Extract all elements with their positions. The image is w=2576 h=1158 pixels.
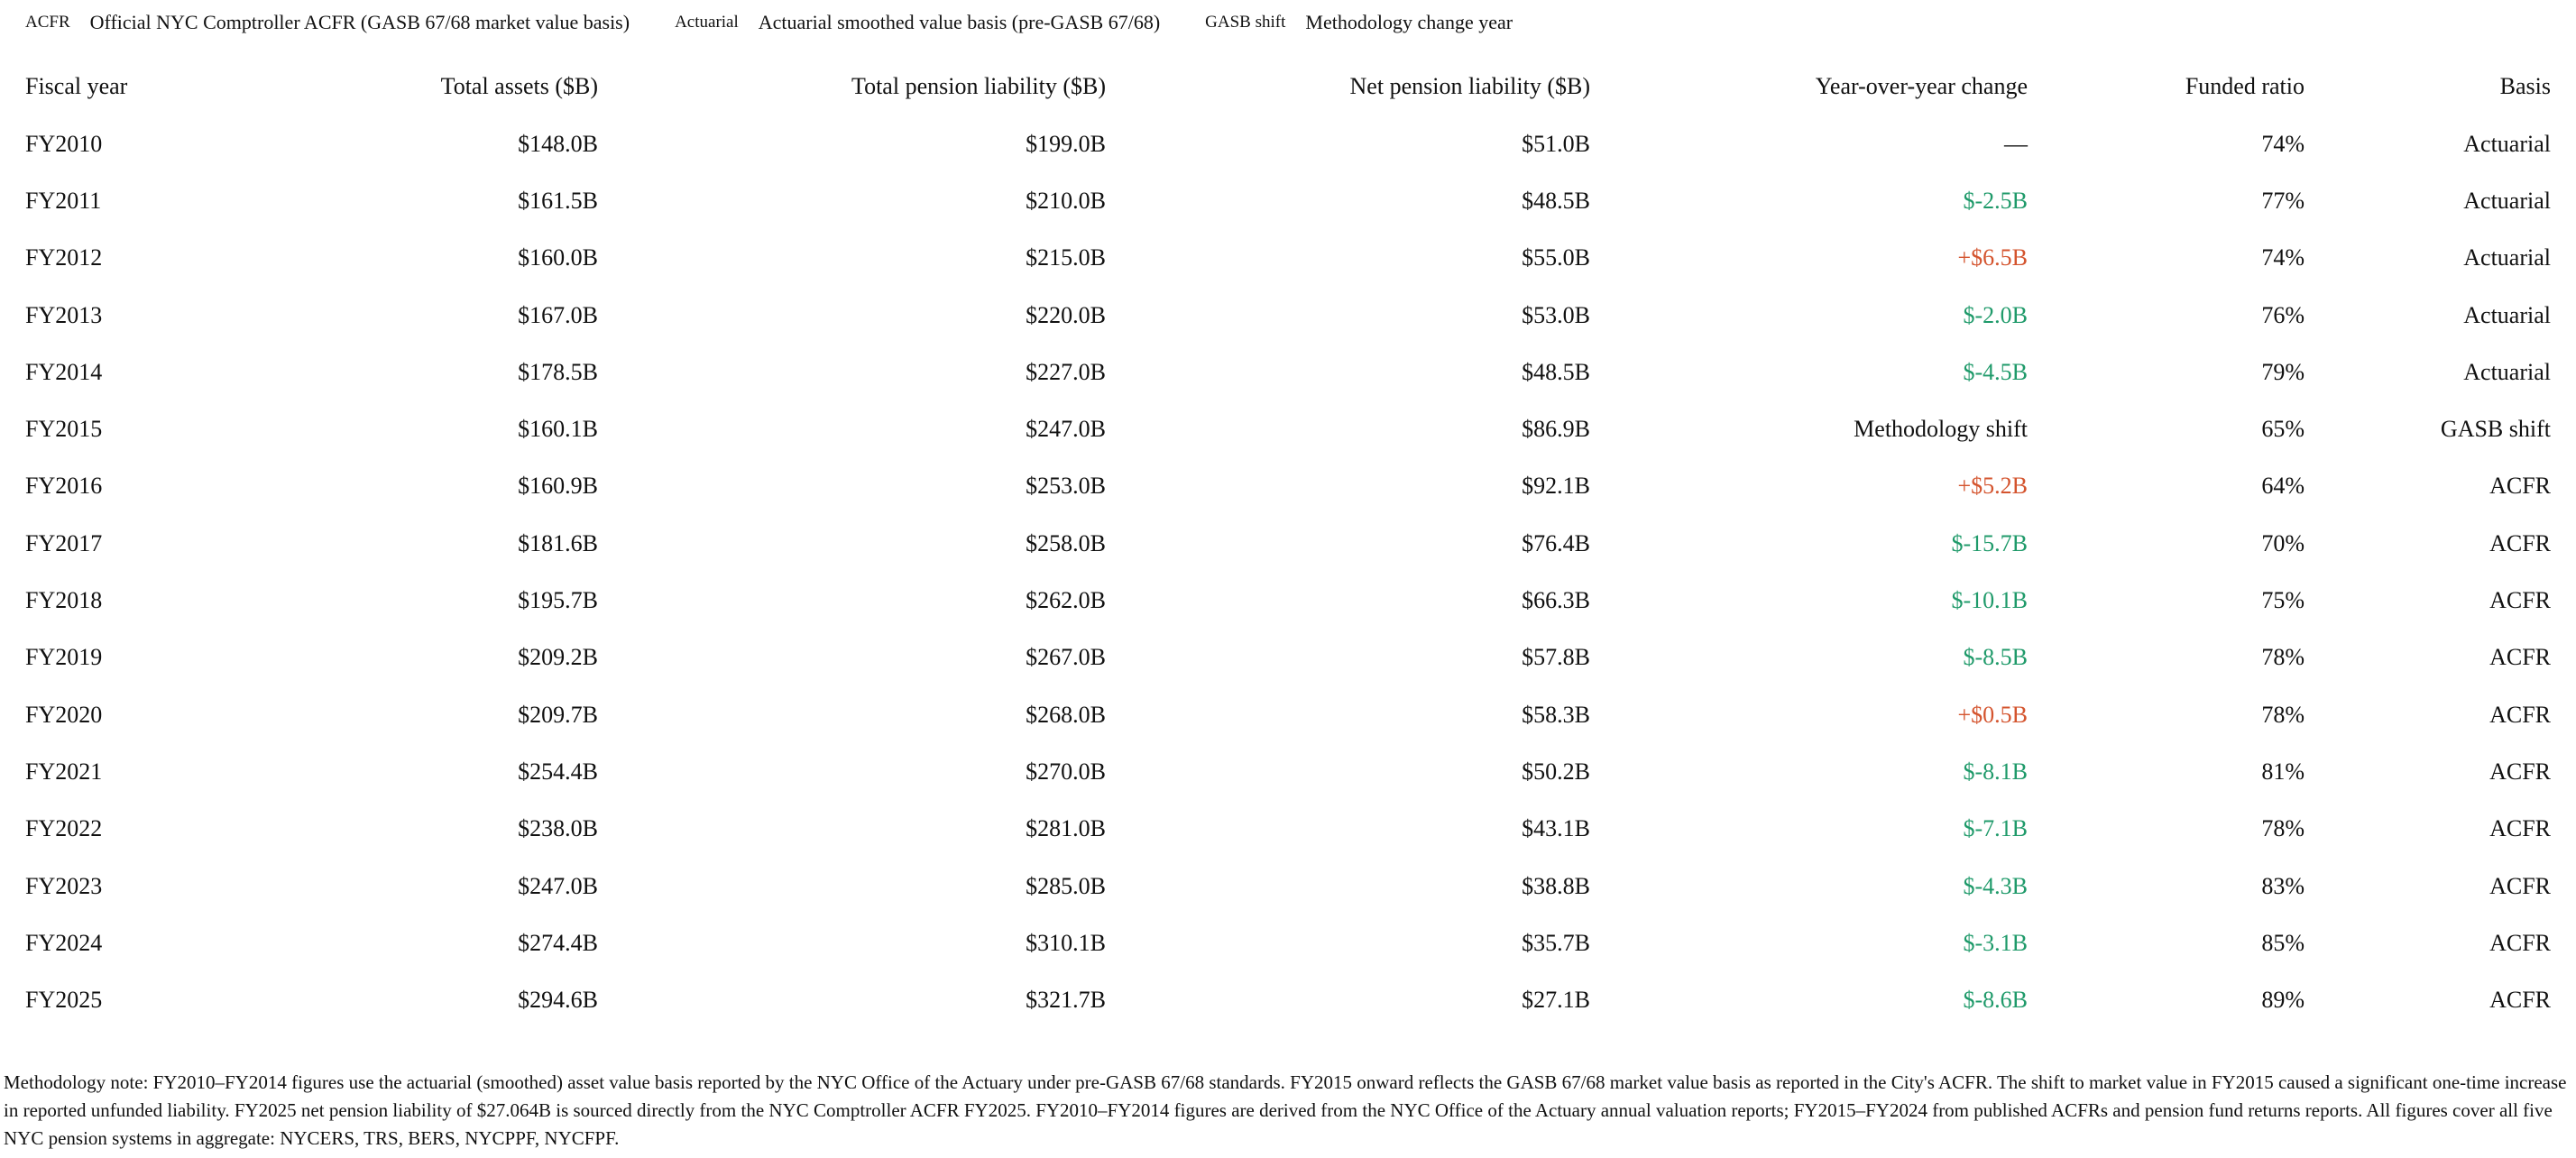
table-body [25,115,2551,1029]
table-row [25,458,2551,515]
cell-net-pension-liability: $27.1B [1522,987,1590,1014]
header-row [25,58,2551,115]
cell-total-pension-liability: $258.0B [1026,529,1106,556]
cell-total-pension-liability: $268.0B [1026,701,1106,728]
header-total-pension-liability: Total pension liability ($B) [851,73,1106,99]
cell-fiscal-year: FY2014 [25,358,103,385]
cell-funded-ratio: 78% [2261,644,2305,671]
cell-funded-ratio: 78% [2261,815,2305,842]
table-row [25,515,2551,572]
cell-net-pension-liability: $38.8B [1522,872,1590,899]
table-row [25,686,2551,743]
cell-yoy-change: +$5.2B [1957,473,2028,500]
cell-total-pension-liability: $321.7B [1026,987,1106,1014]
cell-total-assets: $238.0B [518,815,598,842]
legend-code-acfr: ACFR [25,13,70,32]
cell-basis: ACFR [2489,758,2551,785]
cell-fiscal-year: FY2012 [25,244,103,271]
cell-funded-ratio: 65% [2261,416,2305,443]
cell-net-pension-liability: $66.3B [1522,587,1590,614]
cell-fiscal-year: FY2020 [25,701,103,728]
cell-total-pension-liability: $270.0B [1026,758,1106,785]
cell-basis: ACFR [2489,587,2551,614]
cell-funded-ratio: 74% [2261,244,2305,271]
cell-total-pension-liability: $253.0B [1026,473,1106,500]
table-row [25,287,2551,344]
cell-total-assets: $209.7B [518,701,598,728]
legend-code-gasb-shift: GASB shift [1205,13,1286,32]
table-row [25,172,2551,229]
table-row [25,400,2551,457]
cell-fiscal-year: FY2021 [25,758,103,785]
cell-fiscal-year: FY2011 [25,187,102,214]
cell-yoy-change: $-8.1B [1963,758,2028,785]
cell-total-pension-liability: $215.0B [1026,244,1106,271]
table-row [25,743,2551,800]
cell-basis: Actuarial [2463,358,2551,385]
cell-net-pension-liability: $48.5B [1522,358,1590,385]
header-funded-ratio: Funded ratio [2185,73,2305,99]
header-fiscal-year: Fiscal year [25,73,128,99]
cell-funded-ratio: 76% [2261,301,2305,328]
cell-funded-ratio: 78% [2261,701,2305,728]
cell-fiscal-year: FY2019 [25,644,103,671]
cell-funded-ratio: 79% [2261,358,2305,385]
legend-desc-actuarial: Actuarial smoothed value basis (pre-GASB 67/68) [758,11,1161,33]
cell-total-pension-liability: $267.0B [1026,644,1106,671]
cell-total-assets: $195.7B [518,587,598,614]
table-row [25,801,2551,858]
cell-net-pension-liability: $43.1B [1522,815,1590,842]
cell-basis: ACFR [2489,473,2551,500]
table-row [25,971,2551,1028]
cell-total-assets: $167.0B [518,301,598,328]
cell-net-pension-liability: $86.9B [1522,416,1590,443]
cell-total-assets: $247.0B [518,872,598,899]
cell-yoy-change: $-2.5B [1963,187,2028,214]
cell-basis: Actuarial [2463,244,2551,271]
pension-table [25,58,2551,1029]
cell-total-pension-liability: $310.1B [1026,929,1106,956]
legend-desc-gasb-shift: Methodology change year [1305,11,1513,33]
cell-fiscal-year: FY2023 [25,872,103,899]
cell-yoy-change: $-4.3B [1963,872,2028,899]
cell-total-assets: $161.5B [518,187,598,214]
legend-code-actuarial: Actuarial [675,13,739,32]
cell-net-pension-liability: $48.5B [1522,187,1590,214]
cell-funded-ratio: 85% [2261,929,2305,956]
cell-yoy-change: $-10.1B [1951,587,2028,614]
cell-basis: ACFR [2489,872,2551,899]
header-basis: Basis [2499,73,2551,99]
table-row [25,344,2551,400]
cell-basis: ACFR [2489,701,2551,728]
cell-yoy-change: — [2004,130,2028,157]
cell-total-pension-liability: $220.0B [1026,301,1106,328]
table-row [25,572,2551,629]
table-row [25,914,2551,971]
cell-total-pension-liability: $285.0B [1026,872,1106,899]
cell-total-assets: $160.9B [518,473,598,500]
cell-fiscal-year: FY2025 [25,987,103,1014]
cell-basis: Actuarial [2463,187,2551,214]
cell-funded-ratio: 75% [2261,587,2305,614]
cell-yoy-change: $-8.6B [1963,987,2028,1014]
cell-net-pension-liability: $51.0B [1522,130,1590,157]
cell-funded-ratio: 74% [2261,130,2305,157]
cell-net-pension-liability: $92.1B [1522,473,1590,500]
cell-total-assets: $160.1B [518,416,598,443]
cell-fiscal-year: FY2013 [25,301,103,328]
table-row [25,858,2551,914]
cell-fiscal-year: FY2010 [25,130,103,157]
cell-yoy-change: $-2.0B [1963,301,2028,328]
cell-total-pension-liability: $247.0B [1026,416,1106,443]
cell-net-pension-liability: $57.8B [1522,644,1590,671]
cell-total-assets: $209.2B [518,644,598,671]
cell-net-pension-liability: $76.4B [1522,529,1590,556]
cell-net-pension-liability: $53.0B [1522,301,1590,328]
header-total-assets: Total assets ($B) [440,73,598,99]
cell-yoy-change: +$0.5B [1957,701,2028,728]
cell-net-pension-liability: $58.3B [1522,701,1590,728]
cell-total-pension-liability: $281.0B [1026,815,1106,842]
cell-total-pension-liability: $227.0B [1026,358,1106,385]
cell-yoy-change: $-7.1B [1963,815,2028,842]
cell-total-assets: $178.5B [518,358,598,385]
cell-basis: GASB shift [2440,416,2551,443]
cell-basis: ACFR [2489,529,2551,556]
cell-fiscal-year: FY2024 [25,929,103,956]
cell-basis: Actuarial [2463,130,2551,157]
cell-total-pension-liability: $210.0B [1026,187,1106,214]
cell-yoy-change: Methodology shift [1854,416,2028,443]
cell-total-assets: $181.6B [518,529,598,556]
cell-total-assets: $148.0B [518,130,598,157]
header-net-pension-liability: Net pension liability ($B) [1349,73,1590,99]
cell-total-assets: $160.0B [518,244,598,271]
cell-yoy-change: +$6.5B [1957,244,2028,271]
table-row [25,630,2551,686]
cell-fiscal-year: FY2018 [25,587,103,614]
cell-funded-ratio: 81% [2261,758,2305,785]
cell-basis: ACFR [2489,929,2551,956]
cell-total-assets: $274.4B [518,929,598,956]
cell-total-assets: $254.4B [518,758,598,785]
cell-total-pension-liability: $262.0B [1026,587,1106,614]
cell-net-pension-liability: $50.2B [1522,758,1590,785]
cell-yoy-change: $-8.5B [1963,644,2028,671]
cell-net-pension-liability: $55.0B [1522,244,1590,271]
cell-basis: ACFR [2489,644,2551,671]
cell-funded-ratio: 89% [2261,987,2305,1014]
cell-yoy-change: $-4.5B [1963,358,2028,385]
cell-fiscal-year: FY2016 [25,473,103,500]
table-row [25,230,2551,287]
table-header [25,58,2551,115]
cell-funded-ratio: 70% [2261,529,2305,556]
cell-fiscal-year: FY2022 [25,815,103,842]
cell-basis: ACFR [2489,815,2551,842]
legend-desc-acfr: Official NYC Comptroller ACFR (GASB 67/68 market value basis) [89,11,630,33]
methodology-note: Methodology note: FY2010–FY2014 figures use the actuarial (smoothed) asset value basis reported by the NYC Office of the Actuary under pre-GASB 67/68 standards. FY2015 onward reflects the GASB 67/68 market value basis as reported in the City's ACFR. The shift to market value in FY2015 caused a significant one-time increase in reported unfunded liability. FY2025 net pension liability of $27.064B is sourced directly from the NYC Comptroller ACFR FY2025. FY2010–FY2014 figures are derived from the NYC Office of the Actuary annual valuation reports; FY2015–FY2024 from published ACFRs and pension fund returns reports. All figures cover all five NYC pension systems in aggregate: NYCERS, TRS, BERS, NYCPPF, NYCFPF. [4,1071,2567,1149]
table-row [25,115,2551,172]
cell-net-pension-liability: $35.7B [1522,929,1590,956]
cell-basis: ACFR [2489,987,2551,1014]
legend [25,9,1558,36]
cell-fiscal-year: FY2017 [25,529,103,556]
cell-total-assets: $294.6B [518,987,598,1014]
header-yoy-change: Year-over-year change [1815,73,2028,99]
cell-funded-ratio: 83% [2261,872,2305,899]
cell-total-pension-liability: $199.0B [1026,130,1106,157]
cell-funded-ratio: 77% [2261,187,2305,214]
cell-yoy-change: $-3.1B [1963,929,2028,956]
cell-funded-ratio: 64% [2261,473,2305,500]
cell-fiscal-year: FY2015 [25,416,103,443]
cell-yoy-change: $-15.7B [1951,529,2028,556]
cell-basis: Actuarial [2463,301,2551,328]
